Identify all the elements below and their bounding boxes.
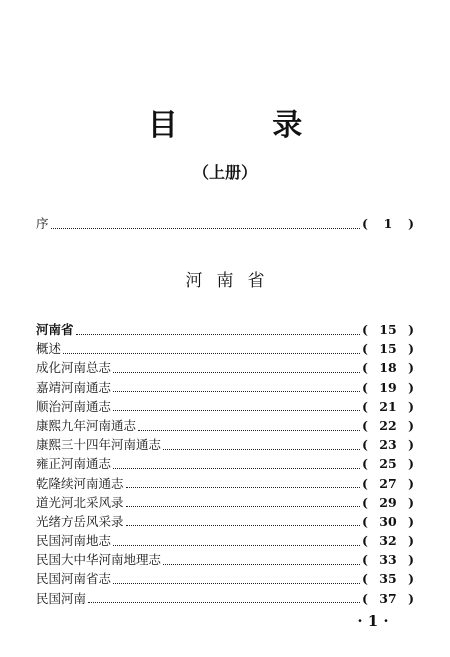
toc-row [36, 550, 414, 569]
toc-label: 雍正河南通志 [36, 456, 112, 472]
leader-dots [113, 401, 360, 411]
page-folio: · 1 · [357, 612, 389, 630]
toc-label: 民国大中华河南地理志 [36, 552, 162, 568]
toc-list [36, 320, 414, 608]
toc-page: ( 1 ) [362, 216, 414, 231]
leader-dots [113, 536, 360, 546]
leader-dots [113, 459, 360, 469]
toc-label: 光绪方岳风采录 [36, 513, 124, 529]
toc-page-number: 27 [379, 475, 397, 491]
toc-page-number: 29 [379, 494, 397, 510]
toc-page-number: 21 [379, 398, 397, 414]
toc-page: ( 22 ) [362, 417, 414, 433]
toc-label: 概述 [36, 341, 62, 357]
leader-dots [126, 516, 360, 526]
toc-page: ( 37 ) [362, 590, 414, 606]
toc-page-number: 37 [379, 590, 397, 606]
toc-page: ( 15 ) [362, 341, 414, 357]
toc-page: ( 35 ) [362, 571, 414, 587]
toc-row [36, 569, 414, 588]
toc-row [36, 378, 414, 397]
leader-dots [138, 421, 360, 431]
toc-page-number: 19 [379, 379, 397, 395]
toc-row [36, 589, 414, 608]
toc-label: 康熙九年河南通志 [36, 417, 137, 433]
leader-dots [88, 593, 360, 603]
toc-label: 河南省 [36, 322, 74, 337]
toc-page: ( 25 ) [362, 456, 414, 472]
section-title: 河南省 [185, 271, 279, 291]
toc-page-number: 15 [379, 322, 397, 337]
leader-dots [126, 497, 360, 507]
leader-dots [163, 440, 360, 450]
volume-label: （上册） [192, 163, 257, 182]
toc-label: 民国河南省志 [36, 571, 112, 587]
toc-page: ( 21 ) [362, 398, 414, 414]
toc-label: 民国河南 [36, 590, 87, 606]
toc-row [36, 320, 414, 339]
toc-row [36, 454, 414, 473]
toc-label: 成化河南总志 [36, 360, 112, 376]
toc-label: 乾隆续河南通志 [36, 475, 124, 491]
leader-dots [76, 325, 360, 335]
toc-page: ( 18 ) [362, 360, 414, 376]
toc-page: ( 15 ) [362, 322, 414, 337]
toc-page: ( 27 ) [362, 475, 414, 491]
toc-page-number: 23 [379, 437, 397, 453]
toc-label: 顺治河南通志 [36, 398, 112, 414]
toc-page: ( 32 ) [362, 533, 414, 549]
toc-row [36, 435, 414, 454]
toc-row [36, 397, 414, 416]
toc-label: 序 [36, 216, 49, 231]
toc-label: 道光河北采风录 [36, 494, 124, 510]
toc-page: ( 19 ) [362, 379, 414, 395]
leader-dots [113, 382, 360, 392]
leader-dots [63, 344, 360, 354]
toc-row [36, 512, 414, 531]
toc-page: ( 29 ) [362, 494, 414, 510]
toc-page-number: 35 [379, 571, 397, 587]
toc-row [36, 214, 414, 233]
page-title: 目 录 [147, 108, 345, 143]
toc-row [36, 339, 414, 358]
toc-label: 民国河南地志 [36, 533, 112, 549]
leader-dots [126, 478, 360, 488]
toc-page-number: 25 [379, 456, 397, 472]
toc-row [36, 416, 414, 435]
leader-dots [163, 555, 360, 565]
toc-page-number: 32 [379, 533, 397, 549]
toc-page: ( 30 ) [362, 513, 414, 529]
toc-row [36, 493, 414, 512]
leader-dots [51, 219, 360, 229]
leader-dots [113, 574, 360, 584]
toc-row [36, 474, 414, 493]
toc-page-number: 22 [379, 417, 397, 433]
toc-page-number: 33 [379, 552, 397, 568]
preface-entry [36, 214, 414, 233]
toc-page: ( 23 ) [362, 437, 414, 453]
toc-label: 嘉靖河南通志 [36, 379, 112, 395]
toc-row [36, 358, 414, 377]
toc-page-number: 15 [379, 341, 397, 357]
leader-dots [113, 363, 360, 373]
toc-page-number: 30 [379, 513, 397, 529]
toc-page-number: 1 [383, 216, 393, 231]
toc-page-number: 18 [379, 360, 397, 376]
toc-label: 康熙三十四年河南通志 [36, 437, 162, 453]
toc-page: ( 33 ) [362, 552, 414, 568]
toc-row [36, 531, 414, 550]
